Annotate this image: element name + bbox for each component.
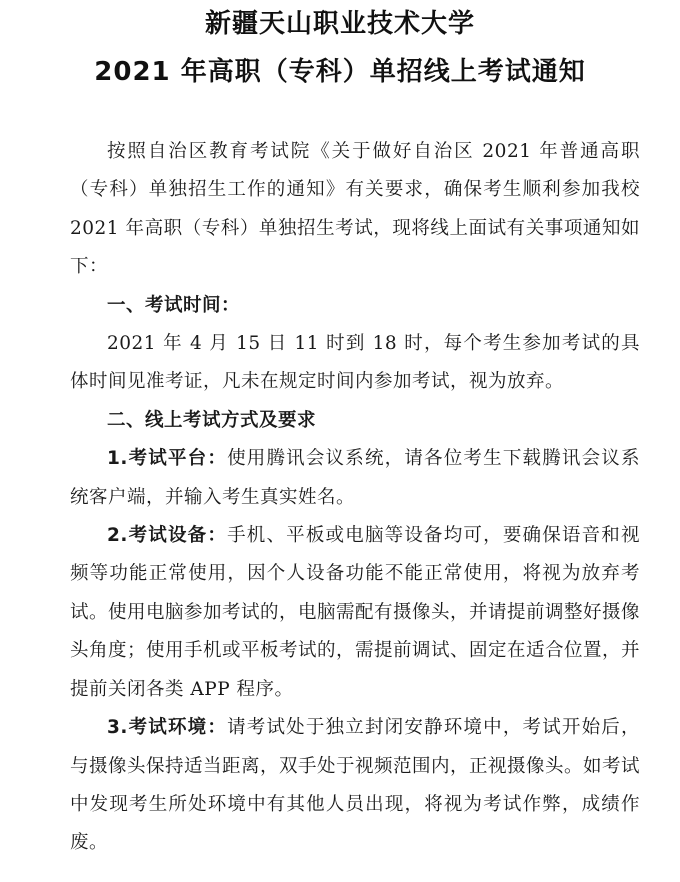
item-exam-platform — [70, 440, 640, 517]
document-title-school: 新疆天山职业技术大学 — [204, 9, 475, 39]
item-exam-platform-text: 使用腾讯会议系统，请各位考生下载腾讯会议系统客户端，并输入考生真实姓名。 — [70, 448, 640, 508]
item-exam-device-lead: 2.考试设备： — [107, 525, 228, 547]
item-exam-environment-lead: 3.考试环境： — [107, 717, 228, 739]
item-exam-device-text: 手机、平板或电脑等设备均可，要确保语音和视频等功能正常使用，因个人设备功能不能正常使用，将视为放弃考试。使用电脑参加考试的，电脑需配有摄像头，并请提前调整好摄像头角度；使用手机或平板考试的，需提前调试、固定在适合位置，并提前关闭各类 APP 程序。 — [70, 525, 641, 700]
item-exam-environment — [70, 709, 640, 863]
section-heading-exam-time: 一、考试时间： — [107, 294, 241, 316]
item-exam-device — [70, 517, 640, 709]
intro-paragraph: 按照自治区教育考试院《关于做好自治区 2021 年普通高职（专科）单独招生工作的通知》有关要求，确保考生顺利参加我校 2021 年高职（专科）单独招生考试，现将线上面试有关事项通知如下： — [70, 141, 640, 278]
exam-time-paragraph: 2021 年 4 月 15 日 11 时到 18 时，每个考生参加考试的具体时间见准考证，凡未在规定时间内参加考试，视为放弃。 — [70, 333, 640, 393]
document-body — [70, 133, 640, 863]
document-title-notice: 2021 年高职（专科）单招线上考试通知 — [94, 57, 586, 87]
item-exam-environment-text: 请考试处于独立封闭安静环境中，考试开始后，与摄像头保持适当距离，双手处于视频范围内，正视摄像头。如考试中发现考生所处环境中有其他人员出现，将视为考试作弊，成绩作废。 — [70, 717, 641, 854]
item-exam-platform-lead: 1.考试平台： — [107, 448, 228, 470]
section-heading-online-method: 二、线上考试方式及要求 — [107, 409, 317, 431]
